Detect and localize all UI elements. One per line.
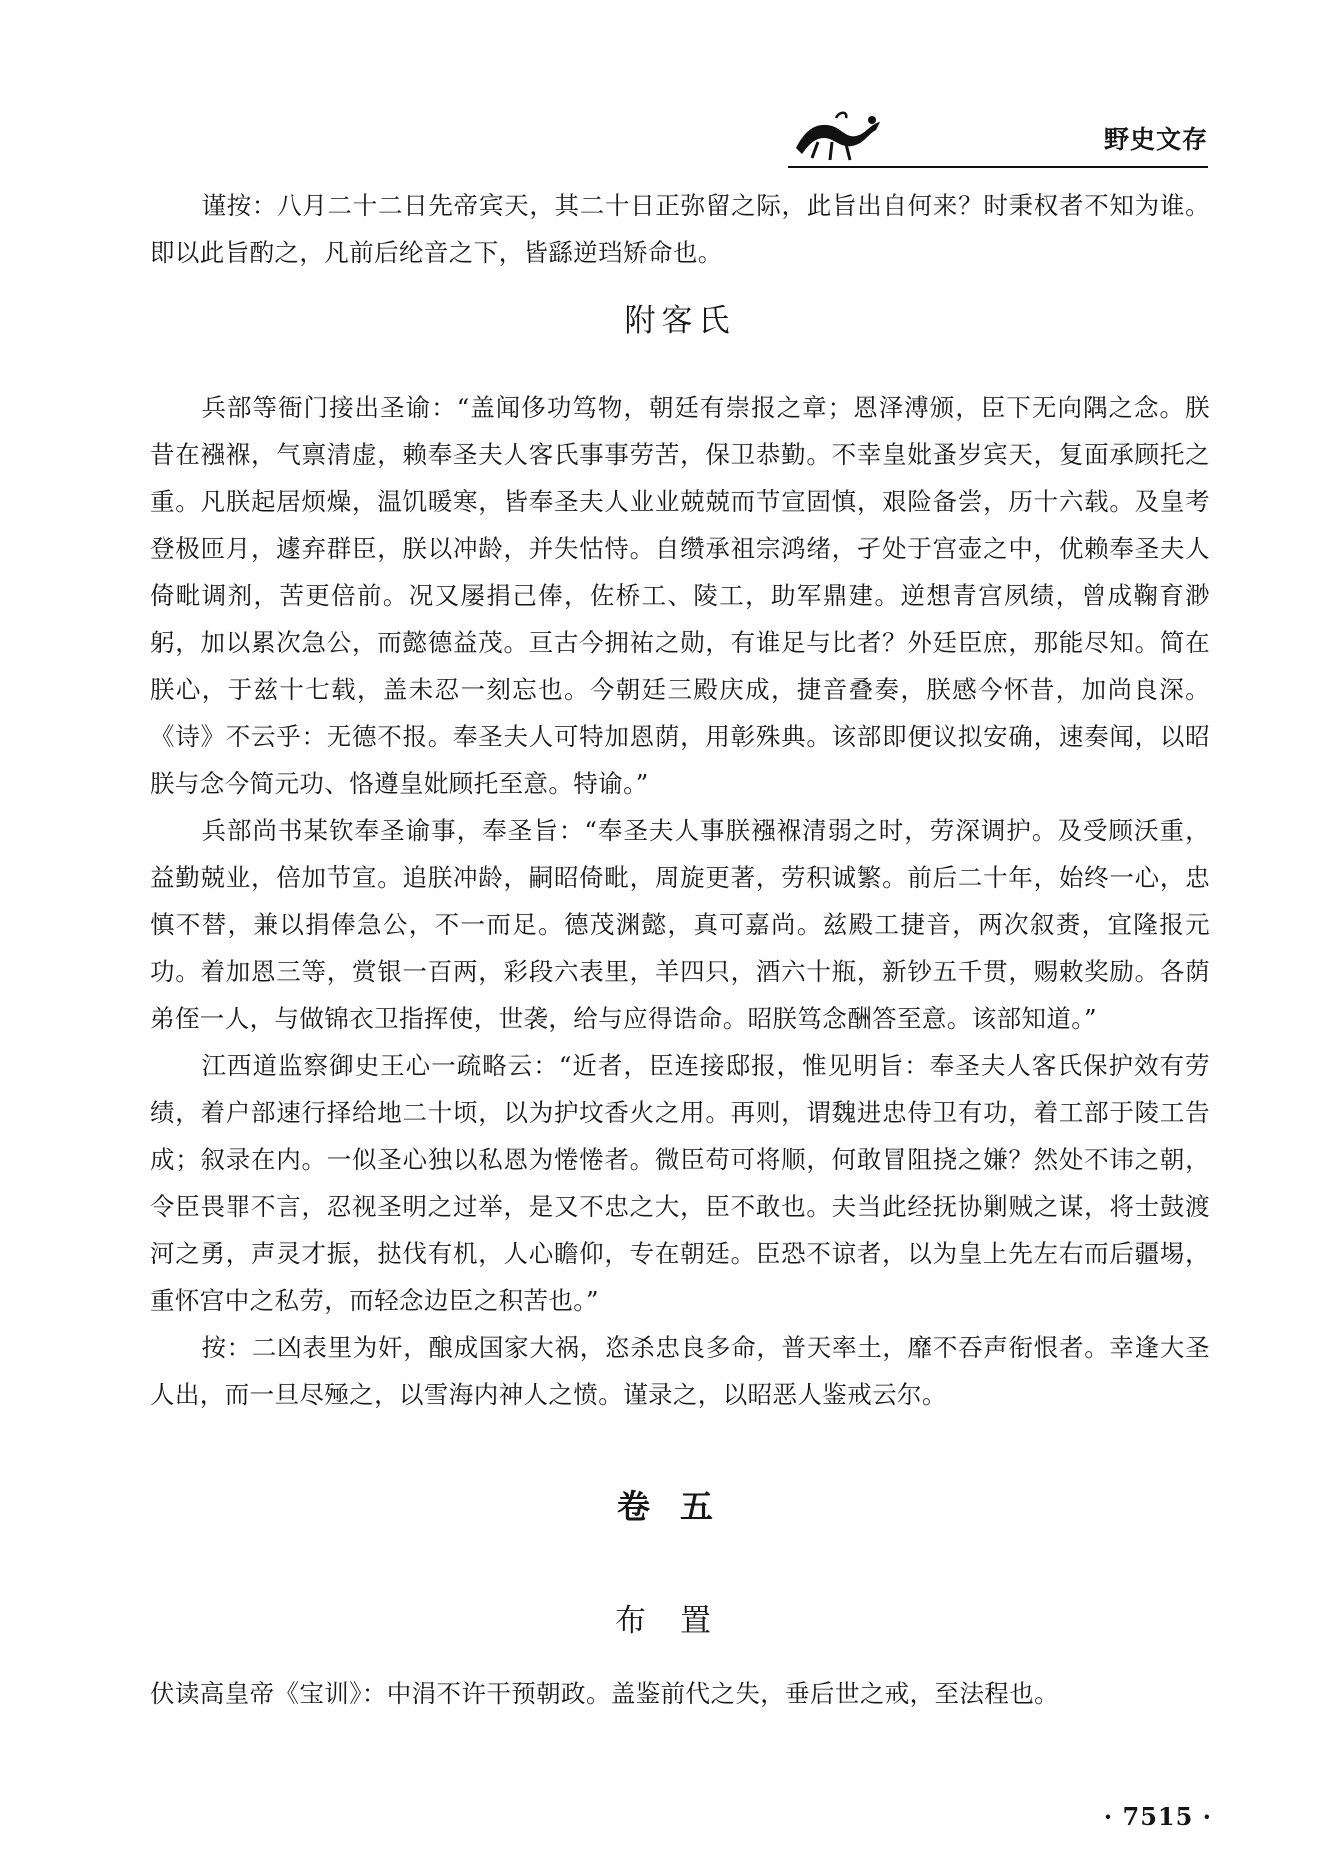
page-number: · 7515 · xyxy=(1103,1802,1212,1831)
paragraph-editor-note: 谨按：八月二十二日先帝宾天，其二十日正弥留之际，此旨出自何来？时秉权者不知为谁。即以此旨酌之，凡前后纶音之下，皆繇逆珰矫命也。 xyxy=(150,191,1210,267)
paragraph-imperial-decree: 兵部尚书某钦奉圣谕事，奉圣旨：“奉圣夫人事朕襁褓清弱之时，劳深调护。及受顾沃重，益勤兢业，倍加节宣。追朕冲龄，嗣昭倚毗，周旋更著，劳积诚繁。前后二十年，始终一心，忠慎不替，兼以捐俸急公，不一而足。德茂渊懿，真可嘉尚。兹殿工捷音，两次叙赉，宜隆报元功。着加恩三等，赏银一百两，彩段六表里，羊四只，酒六十瓶，新钞五千贯，赐敕奖励。各荫弟侄一人，与做锦衣卫指挥使，世袭，给与应得诰命。昭朕笃念酬答至意。该部知道。” xyxy=(150,816,1210,1033)
header-rule xyxy=(788,166,1208,168)
volume-title: 卷五 xyxy=(617,1487,743,1526)
paragraph-opening: 伏读高皇帝《宝训》：中涓不许干预朝政。盖鉴前代之失，垂后世之戒，至法程也。 xyxy=(150,1679,1060,1708)
paragraph-memorial: 江西道监察御史王心一疏略云：“近者，臣连接邸报，惟见明旨：奉圣夫人客氏保护效有劳绩，着户部速行择给地二十顷，以为护坟香火之用。再则，谓魏进忠侍卫有功，着工部于陵工告成；叙录在内。一似圣心独以私恩为惓惓者。微臣苟可将顺，何敢冒阻挠之嫌？然处不讳之朝，令臣畏罪不言，忍视圣明之过举，是又不忠之大，臣不敢也。夫当此经抚协剿贼之谋，将士鼓渡河之勇，声灵才振，挞伐有机，人心瞻仰，专在朝廷。臣恐不谅者，以为皇上先左右而后疆埸，重怀宫中之私劳，而轻念边臣之积苦也。” xyxy=(150,1051,1210,1315)
series-title: 野史文存 xyxy=(1103,125,1208,154)
paragraph-imperial-edict: 兵部等衙门接出圣谕：“盖闻侈功笃物，朝廷有崇报之章；恩泽溥颁，臣下无向隅之念。朕昔在襁褓，气禀清虚，赖奉圣夫人客氏事事劳苦，保卫恭勤。不幸皇妣蚤岁宾天，复面承顾托之重。凡朕起居烦燥，温饥暖寒，皆奉圣夫人业业兢兢而节宣固慎，艰险备尝，历十六载。及皇考登极匝月，遽弃群臣，朕以冲龄，并失怙恃。自缵承祖宗鸿绪，孑处于宫壶之中，优赖奉圣夫人倚毗调剂，苦更倍前。况又屡捐己俸，佐桥工、陵工，助军鼎建。逆想青宫夙绩，曾成鞠育渺躬，加以累次急公，而懿德益茂。亘古今拥祐之勋，有谁足与比者？外廷臣庶，那能尽知。简在朕心，于兹十七载，盖未忍一刻忘也。今朝廷三殿庆成，捷音叠奏，朕感今怀昔，加尚良深。《诗》不云乎：无德不报。奉圣夫人可特加恩荫，用彰殊典。该部即便议拟安确，速奏闻，以昭朕与念今简元功、恪遵皇妣顾托至意。特谕。” xyxy=(150,393,1210,798)
running-header xyxy=(788,108,1208,164)
page-body xyxy=(150,182,1210,1717)
section-title: 布置 xyxy=(615,1603,745,1639)
section-title: 附客氏 xyxy=(624,303,736,339)
dragon-emblem-icon xyxy=(788,108,888,164)
paragraph-commentary: 按：二凶表里为奸，酿成国家大祸，恣杀忠良多命，普天率土，靡不吞声衔恨者。幸逢大圣人出，而一旦尽殛之，以雪海内神人之愤。谨录之，以昭恶人鉴戒云尔。 xyxy=(150,1333,1210,1409)
